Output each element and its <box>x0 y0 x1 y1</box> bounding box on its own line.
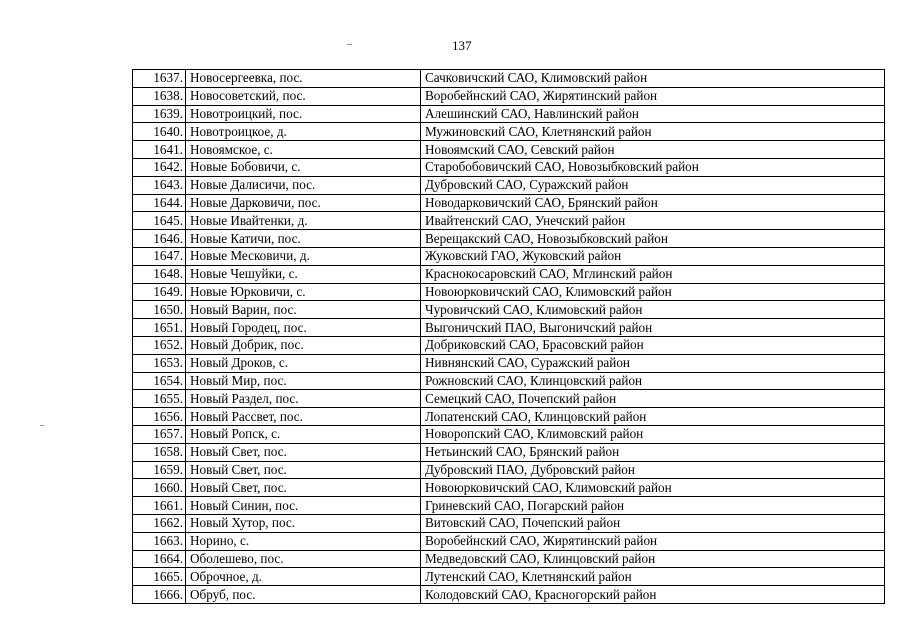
row-number-cell: 1638. <box>133 87 186 105</box>
settlement-name-cell: Оброчное, д. <box>186 568 421 586</box>
settlement-name-cell: Новый Синин, пос. <box>186 497 421 515</box>
administrative-unit-cell: Новоямский САО, Севский район <box>421 141 885 159</box>
scan-speck <box>347 44 352 45</box>
row-number-cell: 1661. <box>133 497 186 515</box>
settlement-name-cell: Новый Ропск, с. <box>186 425 421 443</box>
table-row <box>133 550 885 568</box>
settlement-name-cell: Новый Мир, пос. <box>186 372 421 390</box>
settlement-name-cell: Новые Юрковичи, с. <box>186 283 421 301</box>
row-number-cell: 1656. <box>133 408 186 426</box>
row-number-cell: 1652. <box>133 336 186 354</box>
table-row <box>133 301 885 319</box>
row-number-cell: 1642. <box>133 158 186 176</box>
administrative-unit-cell: Воробейнский САО, Жирятинский район <box>421 532 885 550</box>
table-row <box>133 70 885 88</box>
row-number-cell: 1655. <box>133 390 186 408</box>
settlement-name-cell: Новый Дроков, с. <box>186 354 421 372</box>
table-row <box>133 479 885 497</box>
settlement-name-cell: Новые Бобовичи, с. <box>186 158 421 176</box>
administrative-unit-cell: Мужиновский САО, Клетнянский район <box>421 123 885 141</box>
table-row <box>133 176 885 194</box>
administrative-unit-cell: Добриковский САО, Брасовский район <box>421 336 885 354</box>
settlement-name-cell: Новый Свет, пос. <box>186 443 421 461</box>
settlement-name-cell: Новый Свет, пос. <box>186 479 421 497</box>
settlement-name-cell: Новый Рассвет, пос. <box>186 408 421 426</box>
table-row <box>133 408 885 426</box>
settlement-name-cell: Новосоветский, пос. <box>186 87 421 105</box>
table-row <box>133 123 885 141</box>
row-number-cell: 1662. <box>133 514 186 532</box>
settlement-name-cell: Новый Раздел, пос. <box>186 390 421 408</box>
table-row <box>133 514 885 532</box>
row-number-cell: 1651. <box>133 319 186 337</box>
administrative-unit-cell: Колодовский САО, Красногорский район <box>421 586 885 604</box>
table-row <box>133 372 885 390</box>
settlement-name-cell: Новые Чешуйки, с. <box>186 265 421 283</box>
table-row <box>133 425 885 443</box>
settlement-name-cell: Новые Катичи, пос. <box>186 230 421 248</box>
settlement-name-cell: Новотроицкое, д. <box>186 123 421 141</box>
administrative-unit-cell: Воробейнский САО, Жирятинский район <box>421 87 885 105</box>
table-row <box>133 390 885 408</box>
administrative-unit-cell: Рожновский САО, Клинцовский район <box>421 372 885 390</box>
administrative-unit-cell: Жуковский ГАО, Жуковский район <box>421 247 885 265</box>
row-number-cell: 1650. <box>133 301 186 319</box>
table-row <box>133 443 885 461</box>
row-number-cell: 1658. <box>133 443 186 461</box>
table-row <box>133 105 885 123</box>
row-number-cell: 1647. <box>133 247 186 265</box>
administrative-unit-cell: Алешинский САО, Навлинский район <box>421 105 885 123</box>
administrative-unit-cell: Новоюрковичский САО, Климовский район <box>421 479 885 497</box>
table-row <box>133 283 885 301</box>
table-row <box>133 532 885 550</box>
row-number-cell: 1666. <box>133 586 186 604</box>
row-number-cell: 1653. <box>133 354 186 372</box>
administrative-unit-cell: Старобобовичский САО, Новозыбковский район <box>421 158 885 176</box>
settlement-name-cell: Новые Ивайтенки, д. <box>186 212 421 230</box>
row-number-cell: 1643. <box>133 176 186 194</box>
settlement-name-cell: Новотроицкий, пос. <box>186 105 421 123</box>
settlement-name-cell: Новый Хутор, пос. <box>186 514 421 532</box>
settlement-name-cell: Норино, с. <box>186 532 421 550</box>
table-row <box>133 497 885 515</box>
settlement-name-cell: Новые Месковичи, д. <box>186 247 421 265</box>
administrative-unit-cell: Краснокосаровский САО, Мглинский район <box>421 265 885 283</box>
administrative-unit-cell: Ивайтенский САО, Унечский район <box>421 212 885 230</box>
table-row <box>133 87 885 105</box>
settlement-name-cell: Обруб, пос. <box>186 586 421 604</box>
administrative-unit-cell: Витовский САО, Почепский район <box>421 514 885 532</box>
administrative-unit-cell: Семецкий САО, Почепский район <box>421 390 885 408</box>
row-number-cell: 1649. <box>133 283 186 301</box>
table-row <box>133 354 885 372</box>
administrative-unit-cell: Лутенский САО, Клетнянский район <box>421 568 885 586</box>
settlement-registry-table <box>132 69 885 604</box>
administrative-unit-cell: Новоропский САО, Климовский район <box>421 425 885 443</box>
table-row <box>133 212 885 230</box>
settlement-name-cell: Оболешево, пос. <box>186 550 421 568</box>
administrative-unit-cell: Дубровский ПАО, Дубровский район <box>421 461 885 479</box>
table-row <box>133 158 885 176</box>
settlement-name-cell: Новый Варин, пос. <box>186 301 421 319</box>
row-number-cell: 1657. <box>133 425 186 443</box>
administrative-unit-cell: Новоюрковичский САО, Климовский район <box>421 283 885 301</box>
settlement-name-cell: Новый Свет, пос. <box>186 461 421 479</box>
table-row <box>133 586 885 604</box>
row-number-cell: 1645. <box>133 212 186 230</box>
table-row <box>133 461 885 479</box>
administrative-unit-cell: Медведовский САО, Клинцовский район <box>421 550 885 568</box>
row-number-cell: 1659. <box>133 461 186 479</box>
row-number-cell: 1663. <box>133 532 186 550</box>
page-number: 137 <box>452 38 472 53</box>
table-row <box>133 568 885 586</box>
administrative-unit-cell: Нивнянский САО, Суражский район <box>421 354 885 372</box>
table-row <box>133 265 885 283</box>
row-number-cell: 1637. <box>133 70 186 88</box>
administrative-unit-cell: Чуровичский САО, Климовский район <box>421 301 885 319</box>
settlement-name-cell: Новый Добрик, пос. <box>186 336 421 354</box>
administrative-unit-cell: Новодарковичский САО, Брянский район <box>421 194 885 212</box>
administrative-unit-cell: Сачковичский САО, Климовский район <box>421 70 885 88</box>
row-number-cell: 1660. <box>133 479 186 497</box>
settlement-name-cell: Новосергеевка, пос. <box>186 70 421 88</box>
table-row <box>133 194 885 212</box>
table-row <box>133 141 885 159</box>
settlement-name-cell: Новые Дарковичи, пос. <box>186 194 421 212</box>
row-number-cell: 1654. <box>133 372 186 390</box>
table-row <box>133 230 885 248</box>
row-number-cell: 1664. <box>133 550 186 568</box>
settlement-name-cell: Новый Городец, пос. <box>186 319 421 337</box>
row-number-cell: 1644. <box>133 194 186 212</box>
row-number-cell: 1639. <box>133 105 186 123</box>
administrative-unit-cell: Верещакский САО, Новозыбковский район <box>421 230 885 248</box>
administrative-unit-cell: Гриневский САО, Погарский район <box>421 497 885 515</box>
administrative-unit-cell: Дубровский САО, Суражский район <box>421 176 885 194</box>
settlement-name-cell: Новоямское, с. <box>186 141 421 159</box>
administrative-unit-cell: Выгоничский ПАО, Выгоничский район <box>421 319 885 337</box>
administrative-unit-cell: Лопатенский САО, Клинцовский район <box>421 408 885 426</box>
row-number-cell: 1646. <box>133 230 186 248</box>
scan-speck <box>40 425 44 426</box>
table-row <box>133 336 885 354</box>
row-number-cell: 1640. <box>133 123 186 141</box>
row-number-cell: 1648. <box>133 265 186 283</box>
registry-table-body <box>133 70 885 604</box>
table-row <box>133 247 885 265</box>
administrative-unit-cell: Нетьинский САО, Брянский район <box>421 443 885 461</box>
row-number-cell: 1665. <box>133 568 186 586</box>
settlement-name-cell: Новые Далисичи, пос. <box>186 176 421 194</box>
row-number-cell: 1641. <box>133 141 186 159</box>
table-row <box>133 319 885 337</box>
